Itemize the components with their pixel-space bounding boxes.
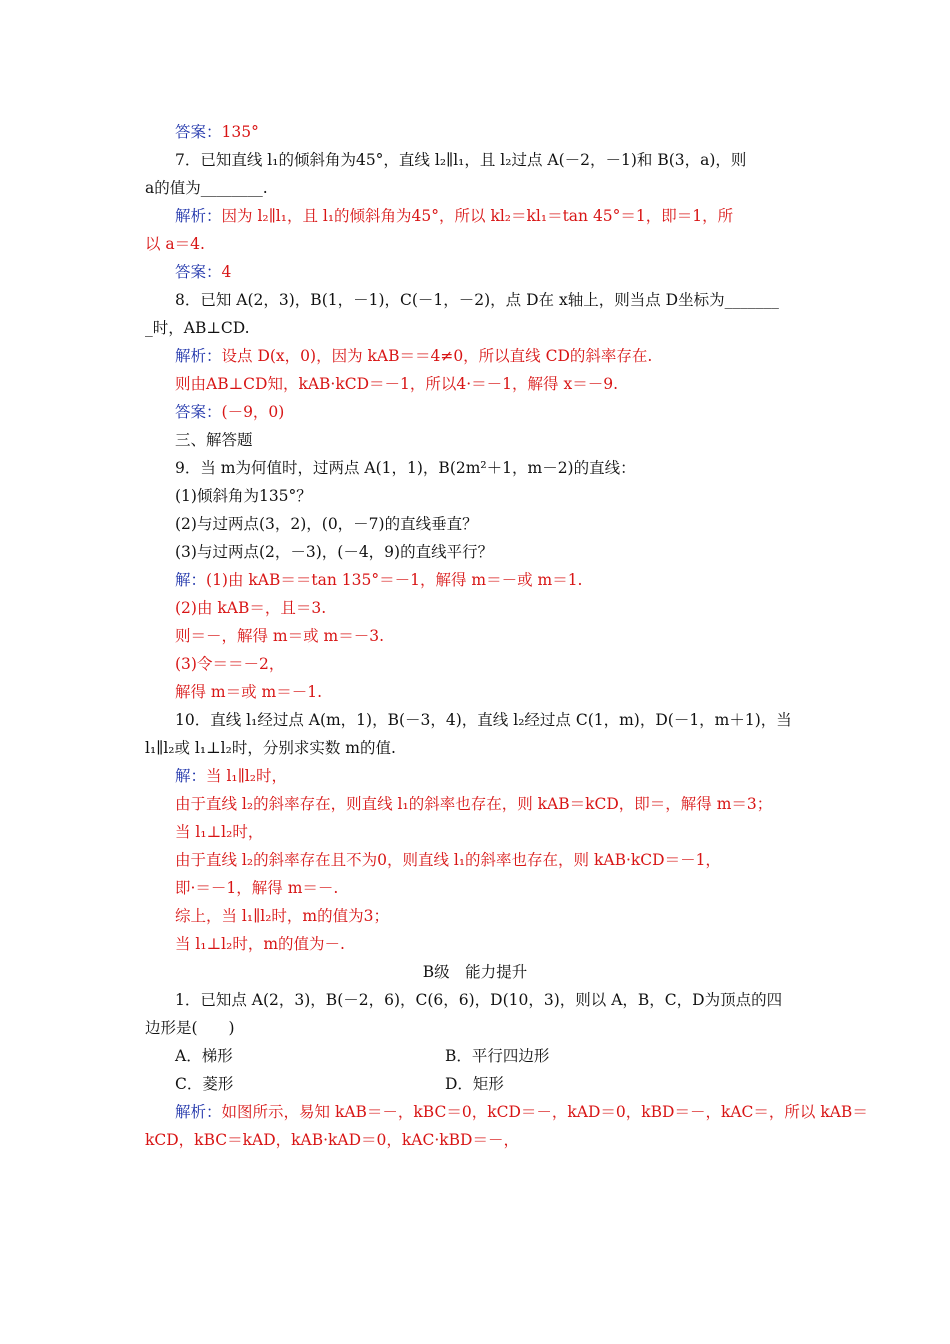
question-7-line-1: 7．已知直线 l₁的倾斜角为45°，直线 l₂∥l₁，且 l₂过点 A(－2，－1)和 B(3，a)，则 (175, 151, 747, 169)
question-7-line-2: a的值为________. (145, 179, 268, 197)
solution-10-line-3: 当 l₁⊥l₂时， (175, 823, 264, 841)
section-heading: 三、解答题 (175, 431, 253, 449)
option-d: D．矩形 (445, 1075, 504, 1093)
solution-9-line-5: 解得 m＝或 m＝－1. (175, 683, 323, 701)
question-9-part-1: (1)倾斜角为135°？ (175, 487, 312, 505)
question-9-stem: 9．当 m为何值时，过两点 A(1，1)，B(2m²＋1，m－2)的直线： (175, 459, 636, 477)
question-10-line-1: 10．直线 l₁经过点 A(m，1)，B(－3，4)，直线 l₂经过点 C(1，m)，D(－1，m＋1)，当 (175, 711, 792, 729)
option-b: B．平行四边形 (445, 1047, 550, 1065)
solution-10-line-7: 当 l₁⊥l₂时，m的值为－. (175, 935, 345, 953)
option-c: C．菱形 (175, 1075, 234, 1093)
solution-10-line-4: 由于直线 l₂的斜率存在且不为0，则直线 l₁的斜率也存在，则 kAB·kCD＝－1， (175, 851, 721, 869)
analysis-b1-line-1: 解析：如图所示，易知 kAB＝－，kBC＝0，kCD＝－，kAD＝0，kBD＝－，kAC＝，所以 kAB＝ (175, 1103, 868, 1121)
question-10-line-2: l₁∥l₂或 l₁⊥l₂时，分别求实数 m的值. (145, 739, 396, 757)
solution-9-line-3: 则＝－，解得 m＝或 m＝－3. (175, 627, 385, 645)
analysis-b1-line-2: kCD，kBC＝kAD，kAB·kAD＝0，kAC·kBD＝－， (145, 1131, 519, 1149)
analysis-7-line-2: 以 a＝4. (145, 235, 205, 253)
solution-10-line-2: 由于直线 l₂的斜率存在，则直线 l₁的斜率也存在，则 kAB＝kCD，即＝，解得 m＝3； (175, 795, 773, 813)
solution-10-line-5: 即·＝－1，解得 m＝－. (175, 879, 339, 897)
answer-8: 答案：(－9，0) (175, 403, 285, 421)
solution-10-line-6: 综上，当 l₁∥l₂时，m的值为3； (175, 907, 389, 925)
solution-10-line-1: 解：当 l₁∥l₂时， (175, 767, 287, 785)
section-b-heading: B级 能力提升 (422, 963, 528, 981)
analysis-8-line-1: 解析：设点 D(x，0)，因为 kAB＝＝4≠0，所以直线 CD的斜率存在. (175, 347, 653, 365)
solution-9-line-2: (2)由 kAB＝，且＝3. (175, 599, 327, 617)
question-b1-line-2: 边形是( ) (145, 1019, 235, 1037)
answer-line: 答案：135° (175, 123, 259, 141)
question-9-part-3: (3)与过两点(2，－3)，(－4，9)的直线平行？ (175, 543, 494, 561)
option-a: A．梯形 (175, 1047, 233, 1065)
question-8-line-2: _时，AB⊥CD. (145, 319, 250, 337)
question-9-part-2: (2)与过两点(3，2)，(0，－7)的直线垂直？ (175, 515, 478, 533)
question-8-line-1: 8．已知 A(2，3)，B(1，－1)，C(－1，－2)，点 D在 x轴上，则当点 D坐标为_______ (175, 291, 779, 309)
solution-9-line-1: 解：(1)由 kAB＝＝tan 135°＝－1，解得 m＝－或 m＝1. (175, 571, 583, 589)
solution-9-line-4: (3)令＝＝－2， (175, 655, 285, 673)
question-b1-line-1: 1．已知点 A(2，3)，B(－2，6)，C(6，6)，D(10，3)，则以 A，B，C，D为顶点的四 (175, 991, 783, 1009)
analysis-7-line-1: 解析：因为 l₂∥l₁，且 l₁的倾斜角为45°，所以 kl₂＝kl₁＝tan 45°＝1，即＝1，所 (175, 207, 734, 225)
answer-7: 答案：4 (175, 263, 232, 281)
analysis-8-line-2: 则由AB⊥CD知，kAB·kCD＝－1，所以4·＝－1，解得 x＝－9. (175, 375, 619, 393)
